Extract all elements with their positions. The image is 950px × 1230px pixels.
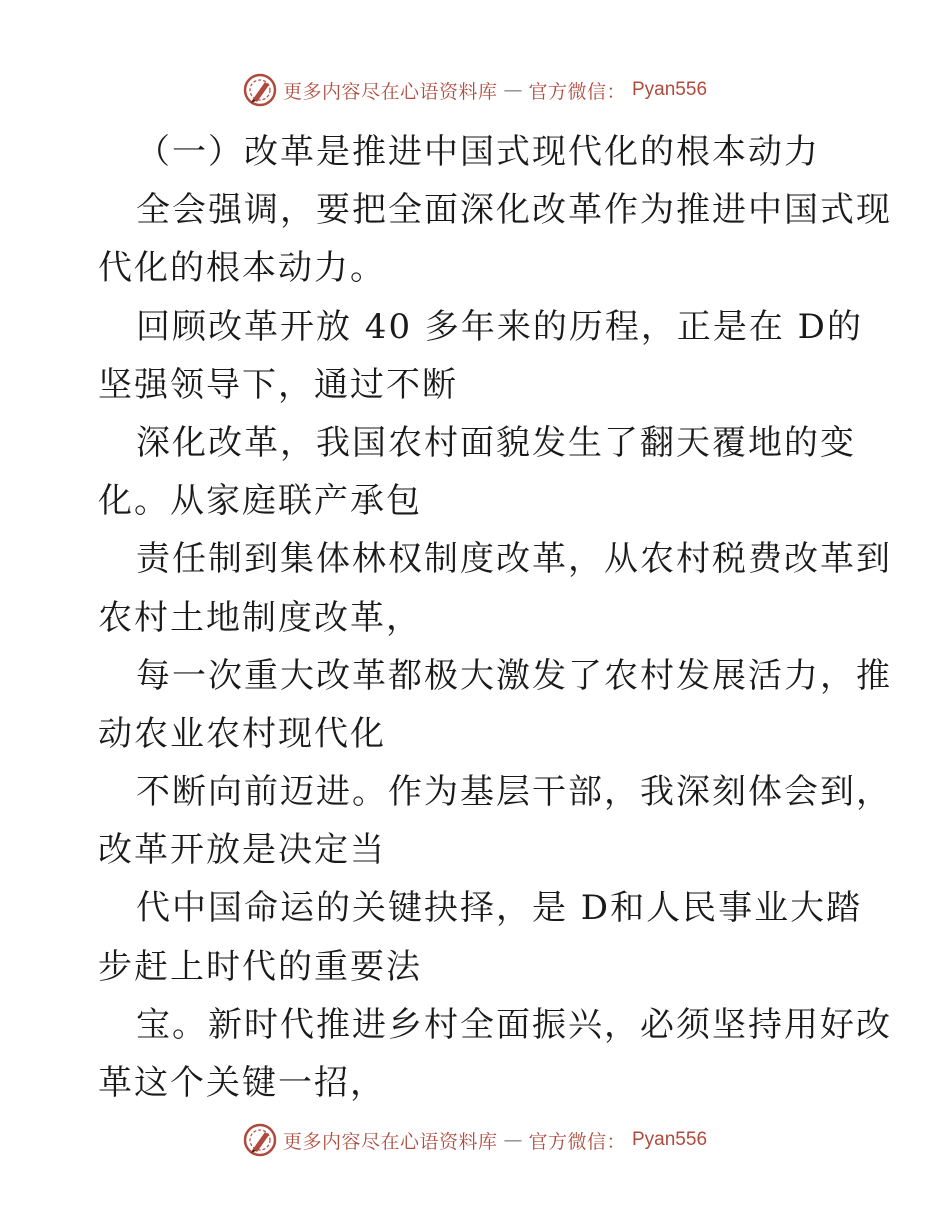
text-line: 回顾改革开放 40 多年来的历程，正是在 D的 [136,306,863,347]
pen-logo-icon [243,73,277,107]
text-line: 深化改革，我国农村面貌发生了翻天覆地的变 [136,422,856,463]
text-line: 农村土地制度改革， [98,597,422,638]
text-line: 化。从家庭联产承包 [98,481,422,522]
header-watermark [0,70,950,110]
watermark-contact-label: 官方微信： [528,1130,626,1153]
section-heading: （一）改革是推进中国式现代化的根本动力 [136,132,820,172]
text-line: 坚强领导下，通过不断 [98,364,458,405]
text-line: 步赶上时代的重要法 [98,946,422,987]
text-line: 代化的根本动力。 [98,248,386,289]
text-line: 全会强调，要把全面深化改革作为推进中国式现 [136,190,892,231]
pen-logo-icon [243,1123,277,1157]
watermark-separator: — [503,79,523,101]
text-line: 代中国命运的关键抉择，是 D和人民事业大踏 [136,888,863,929]
watermark-separator: — [503,1129,523,1151]
text-line: 不断向前迈进。作为基层干部，我深刻体会到， [136,772,892,813]
watermark-contact-id: Pyan556 [632,79,708,100]
text-line: 每一次重大改革都极大激发了农村发展活力，推 [136,655,892,696]
text-line: 动农业农村现代化 [98,713,386,754]
watermark-site-text: 更多内容尽在心语资料库 [282,1130,498,1153]
footer-watermark [0,1120,950,1160]
text-line: 宝。新时代推进乡村全面振兴，必须坚持用好改 [136,1004,892,1045]
text-line: 改革开放是决定当 [98,830,386,871]
watermark-contact-id: Pyan556 [632,1129,708,1150]
watermark-contact-label: 官方微信： [528,80,626,103]
document-body [98,123,892,1112]
watermark-site-text: 更多内容尽在心语资料库 [282,80,498,103]
text-line: 责任制到集体林权制度改革，从农村税费改革到 [136,539,892,580]
text-line: 革这个关键一招， [98,1063,386,1103]
paragraph-lines [98,181,892,1112]
